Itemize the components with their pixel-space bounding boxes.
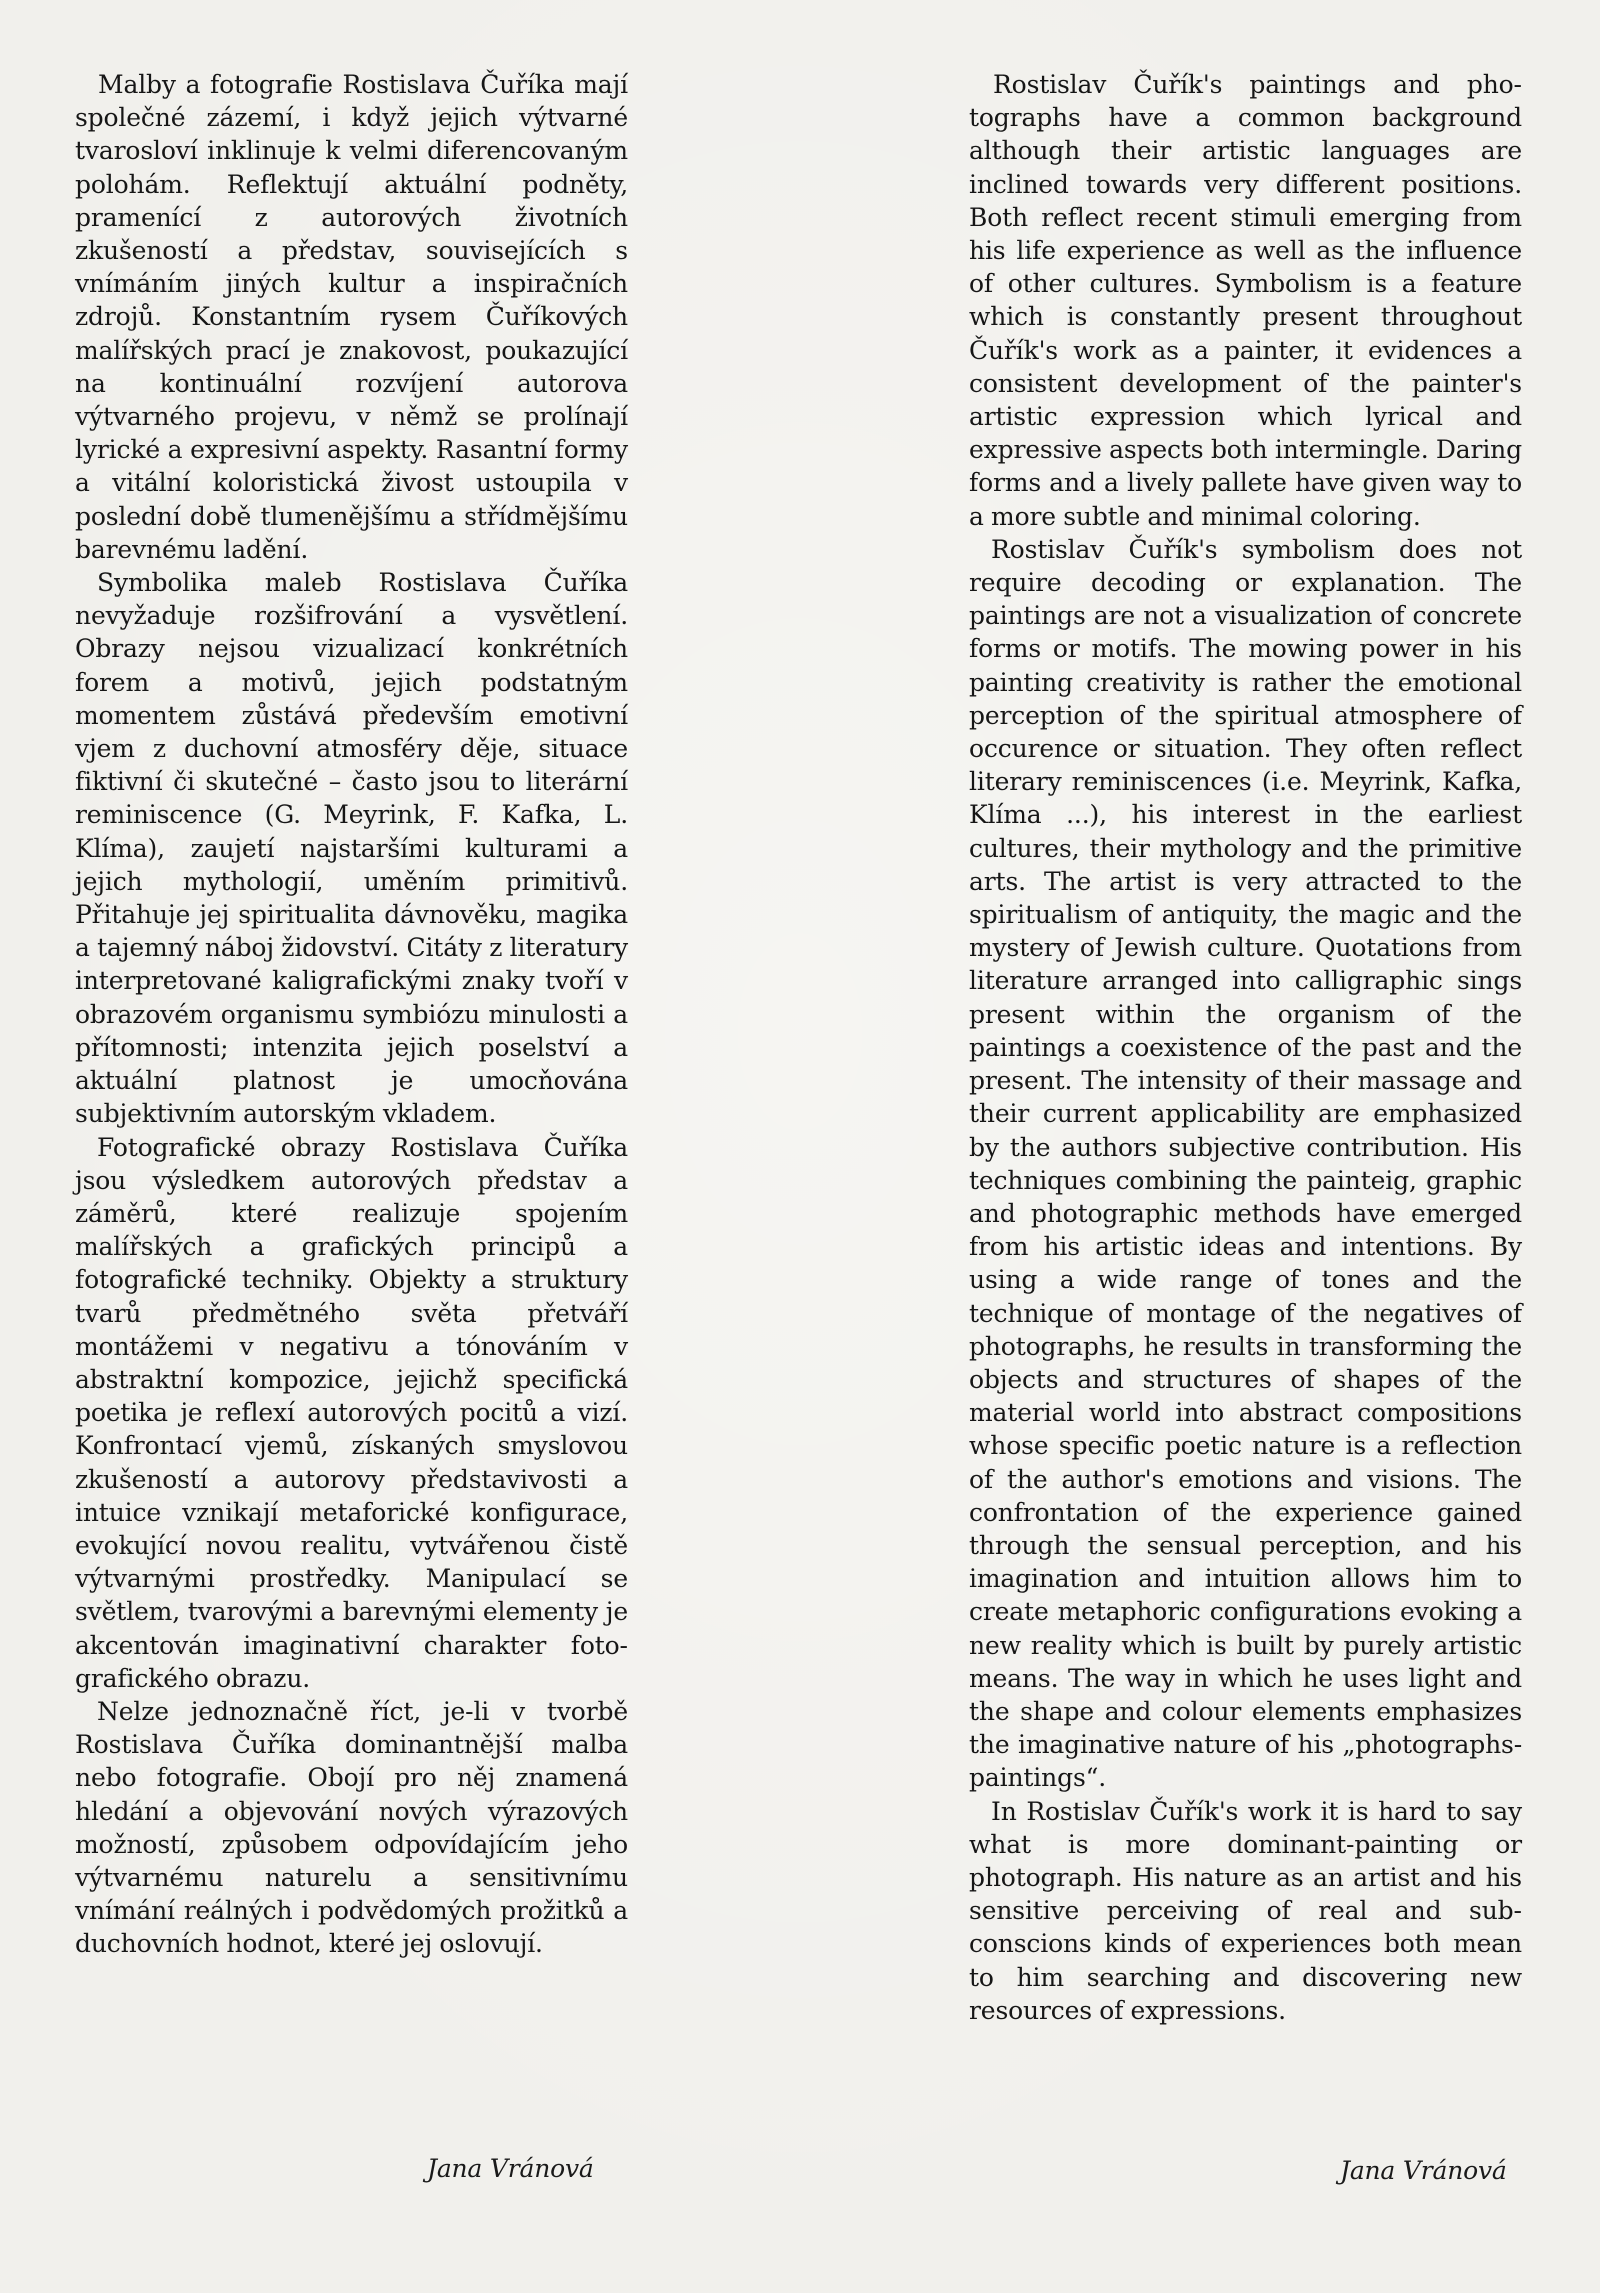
czech-author-signature: Jana Vránová [427, 2154, 594, 2183]
czech-text-column [75, 68, 628, 1961]
czech-paragraph-3: Fotografické obrazy Rostislava Čuříka jsou výsledkem autorových představ a záměrů, které realizuje spojením malířských a grafických principů a fotografické techniky. Objekty a struktury tvarů předmětného světa přetváří montážemi v negativu a tónováním v abstraktní kompozice, jejichž specifická poetika je reflexí autorových pocitů a vizí. Konfrontací vjemů, získaných smyslovou zkušeností a autorovy představivosti a intuice vznikají metaforické konfigurace, evokující novou realitu, vytvářenou čistě výtvarnými prostředky. Manipulací se světlem, tvarovými a barevnými elementy je akcentován imaginativní charakter fotografického obrazu. [75, 1132, 628, 1693]
english-paragraph-2: Rostislav Čuřík's symbolism does not require decoding or explanation. The paintings are not a visualization of concrete forms or motifs. The mowing power in his painting creativity is rather the emotional perception of the spiritual atmosphere of occurence or situation. They often reflect literary reminiscences (i.e. Meyrink, Kafka, Klíma ...), his interest in the earliest cultures, their mythology and the primitive arts. The artist is very attracted to the spiritualism of antiquity, the magic and the mystery of Jewish culture. Quotations from literature arranged into calligraphic sings present within the organism of the paintings a coexistence of the past and the present. The intensity of their massage and their current applicability are emphasized by the authors subjective contribution. His techniques combining the painteig, graphic and photographic methods have emerged from his artistic ideas and intentions. By using a wide range of tones and the technique of montage of the negatives of photographs, he results in transforming the objects and structures of shapes of the material world into abstract compositions whose specific poetic nature is a reflection of the author's emotions and visions. The confrontation of the experience gained through the sensual perception, and his imagination and intuition allows him to create metaphoric configurations evoking a new reality which is built by purely artistic means. The way in which he uses light and the shape and colour elements emphasizes the imaginative nature of his „photographs-paintings“. [969, 534, 1522, 1793]
english-paragraph-1: Rostislav Čuřík's paintings and photographs have a common background although their artistic languages are inclined towards very different positions. Both reflect recent stimuli emerging from his life experience as well as the influence of other cultures. Symbolism is a feature which is constantly present throughout Čuřík's work as a painter, it evidences a consistent development of the painter's artistic expression which lyrical and expressive aspects both intermingle. Daring forms and a lively pallete have given way to a more subtle and minimal coloring. [969, 70, 1522, 531]
english-author-signature: Jana Vránová [1340, 2156, 1507, 2185]
czech-paragraph-2: Symbolika maleb Rostislava Čuříka nevyžaduje rozšifrování a vysvětlení. Obrazy nejsou vizualizací konkrétních forem a motivů, jejich podstatným momentem zůstává především emotivní vjem z duchovní atmosféry děje, situace fiktivní či skutečné – často jsou to literární reminiscence (G. Meyrink, F. Kafka, L. Klíma), zaujetí najstaršími kulturami a jejich mythologií, uměním primitivů. Přitahuje jej spiritualita dávnověku, magika a tajemný náboj židovství. Citáty z literatury interpretované kaligrafickými znaky tvoří v obrazovém organismu symbiózu minulosti a přítomnosti; intenzita jejich poselství a aktuální platnost je umocňována subjektivním autorským vkladem. [75, 568, 628, 1129]
english-paragraph-3: In Rostislav Čuřík's work it is hard to say what is more dominant-painting or photograph. His nature as an artist and his sensitive perceiving of real and subconscions kinds of experiences both mean to him searching and discovering new resources of expressions. [969, 1796, 1522, 2025]
czech-paragraph-4: Nelze jednoznačně říct, je-li v tvorbě Rostislava Čuříka dominantnější malba nebo fotografie. Obojí pro něj znamená hledání a objevování nových výrazových možností, způsobem odpovídajícím jeho výtvarnému naturelu a sensitivnímu vnímání reálných i podvědomých prožitků a duchovních hodnot, které jej oslovují. [75, 1696, 628, 1959]
english-text-column [969, 68, 1522, 2027]
czech-paragraph-1: Malby a fotografie Rostislava Čuříka mají společné zázemí, i když jejich výtvarné tvarosloví inklinuje k velmi diferencovaným polohám. Reflektují aktuální podněty, pramenící z autorových životních zkušeností a představ, souvisejících s vnímáním jiných kultur a inspiračních zdrojů. Konstantním rysem Čuříkových malířských prací je znakovost, poukazující na kontinuální rozvíjení autorova výtvarného projevu, v němž se prolínají lyrické a expresivní aspekty. Rasantní formy a vitální koloristická živost ustoupila v poslední době tlumenějšímu a střídmějšímu barevnému ladění. [75, 70, 628, 564]
